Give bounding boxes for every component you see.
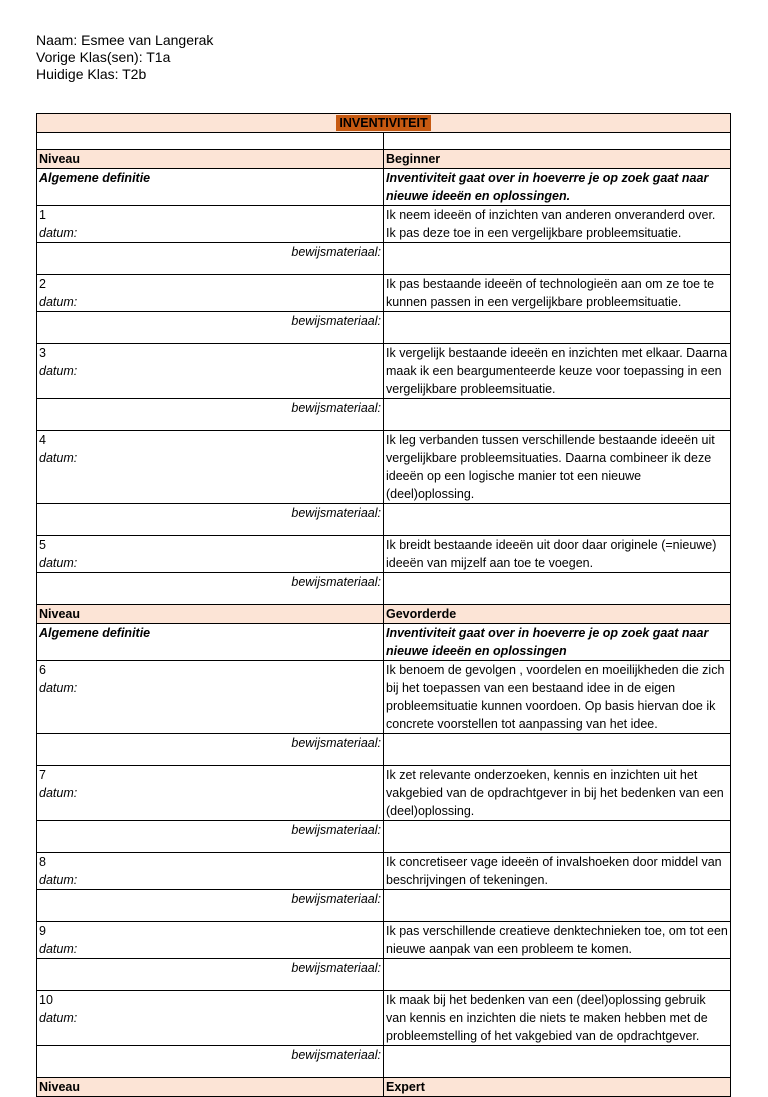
evidence-row [37, 890, 731, 922]
competency-table [36, 113, 731, 1097]
date-label: datum: [39, 681, 78, 695]
level-row-expert [37, 1078, 731, 1097]
definition-text: Inventiviteit gaat over in hoeverre je op zoek gaat naar nieuwe ideeën en oplossingen. [384, 169, 731, 206]
level-name: Gevorderde [384, 605, 731, 624]
table-row [37, 431, 731, 504]
evidence-label: bewijsmateriaal: [291, 892, 381, 906]
evidence-row [37, 399, 731, 431]
evidence-cell[interactable] [384, 573, 731, 605]
previous-class: Vorige Klas(sen): T1a [36, 49, 171, 65]
evidence-label: bewijsmateriaal: [291, 575, 381, 589]
definition-label: Algemene definitie [37, 624, 384, 661]
item-number: 8 [39, 855, 46, 869]
item-text: Ik concretiseer vage ideeën of invalshoeken door middel van beschrijvingen of tekeningen. [384, 853, 731, 890]
item-text: Ik neem ideeën of inzichten van anderen onveranderd over. Ik pas deze toe in een vergelijkbare probleemsituatie. [384, 206, 731, 243]
date-label: datum: [39, 295, 78, 309]
evidence-row [37, 959, 731, 991]
evidence-row [37, 504, 731, 536]
level-row-gevorderde [37, 605, 731, 624]
evidence-label: bewijsmateriaal: [291, 401, 381, 415]
evidence-cell[interactable] [384, 399, 731, 431]
definition-row-beginner [37, 169, 731, 206]
table-row [37, 853, 731, 890]
evidence-label: bewijsmateriaal: [291, 314, 381, 328]
evidence-row [37, 734, 731, 766]
item-number: 4 [39, 433, 46, 447]
item-text: Ik pas verschillende creatieve denktechnieken toe, om tot een nieuwe aanpak van een probleem te komen. [384, 922, 731, 959]
table-row [37, 991, 731, 1046]
evidence-row [37, 1046, 731, 1078]
date-label: datum: [39, 942, 78, 956]
level-name: Beginner [384, 150, 731, 169]
item-number: 6 [39, 663, 46, 677]
item-number: 7 [39, 768, 46, 782]
date-label: datum: [39, 1011, 78, 1025]
item-text: Ik pas bestaande ideeën of technologieën aan om ze toe te kunnen passen in een vergelijkbare probleemsituatie. [384, 275, 731, 312]
evidence-cell[interactable] [384, 890, 731, 922]
table-row [37, 536, 731, 573]
item-number: 9 [39, 924, 46, 938]
niveau-label: Niveau [37, 1078, 384, 1097]
item-number: 10 [39, 993, 53, 1007]
definition-text: Inventiviteit gaat over in hoeverre je op zoek gaat naar nieuwe ideeën en oplossingen [384, 624, 731, 661]
niveau-label: Niveau [37, 150, 384, 169]
evidence-row [37, 573, 731, 605]
evidence-cell[interactable] [384, 821, 731, 853]
evidence-cell[interactable] [384, 243, 731, 275]
evidence-label: bewijsmateriaal: [291, 245, 381, 259]
item-text: Ik leg verbanden tussen verschillende bestaande ideeën uit vergelijkbare probleemsituaties. Daarna combineer ik deze ideeën op een logische manier tot een nieuwe (deel)oplossing. [384, 431, 731, 504]
item-text: Ik zet relevante onderzoeken, kennis en inzichten uit het vakgebied van de opdrachtgever in bij het bedenken van een (deel)oplossing. [384, 766, 731, 821]
evidence-cell[interactable] [384, 734, 731, 766]
table-title: INVENTIVITEIT [336, 115, 430, 131]
level-name: Expert [384, 1078, 731, 1097]
evidence-cell[interactable] [384, 1046, 731, 1078]
student-name: Naam: Esmee van Langerak [36, 32, 214, 48]
table-row [37, 275, 731, 312]
item-number: 5 [39, 538, 46, 552]
item-text: Ik vergelijk bestaande ideeën en inzichten met elkaar. Daarna maak ik een beargumenteerde keuze voor toepassing in een vergelijkbare probleemsituatie. [384, 344, 731, 399]
evidence-label: bewijsmateriaal: [291, 823, 381, 837]
blank-row [37, 133, 731, 150]
evidence-row [37, 821, 731, 853]
table-row [37, 344, 731, 399]
evidence-row [37, 312, 731, 344]
evidence-cell[interactable] [384, 959, 731, 991]
evidence-label: bewijsmateriaal: [291, 961, 381, 975]
evidence-cell[interactable] [384, 504, 731, 536]
item-number: 2 [39, 277, 46, 291]
student-info [36, 32, 213, 83]
evidence-row [37, 243, 731, 275]
date-label: datum: [39, 556, 78, 570]
item-number: 1 [39, 208, 46, 222]
item-text: Ik breidt bestaande ideeën uit door daar originele (=nieuwe) ideeën van mijzelf aan toe te voegen. [384, 536, 731, 573]
evidence-label: bewijsmateriaal: [291, 506, 381, 520]
current-class: Huidige Klas: T2b [36, 66, 147, 82]
table-row [37, 206, 731, 243]
evidence-label: bewijsmateriaal: [291, 736, 381, 750]
table-title-row [37, 114, 731, 133]
definition-row-gevorderde [37, 624, 731, 661]
definition-label: Algemene definitie [37, 169, 384, 206]
date-label: datum: [39, 226, 78, 240]
item-text: Ik benoem de gevolgen , voordelen en moeilijkheden die zich bij het toepassen van een bestaand idee in de eigen probleemsituatie kunnen voordoen. Op basis hiervan doe ik concrete voorstellen tot aanpassing van het idee. [384, 661, 731, 734]
item-text: Ik maak bij het bedenken van een (deel)oplossing gebruik van kennis en inzichten die niets te maken hebben met de probleemstelling of het vakgebied van de opdrachtgever. [384, 991, 731, 1046]
item-number: 3 [39, 346, 46, 360]
table-row [37, 661, 731, 734]
date-label: datum: [39, 451, 78, 465]
evidence-label: bewijsmateriaal: [291, 1048, 381, 1062]
table-row [37, 922, 731, 959]
table-row [37, 766, 731, 821]
level-row-beginner [37, 150, 731, 169]
evidence-cell[interactable] [384, 312, 731, 344]
niveau-label: Niveau [37, 605, 384, 624]
date-label: datum: [39, 364, 78, 378]
date-label: datum: [39, 873, 78, 887]
date-label: datum: [39, 786, 78, 800]
